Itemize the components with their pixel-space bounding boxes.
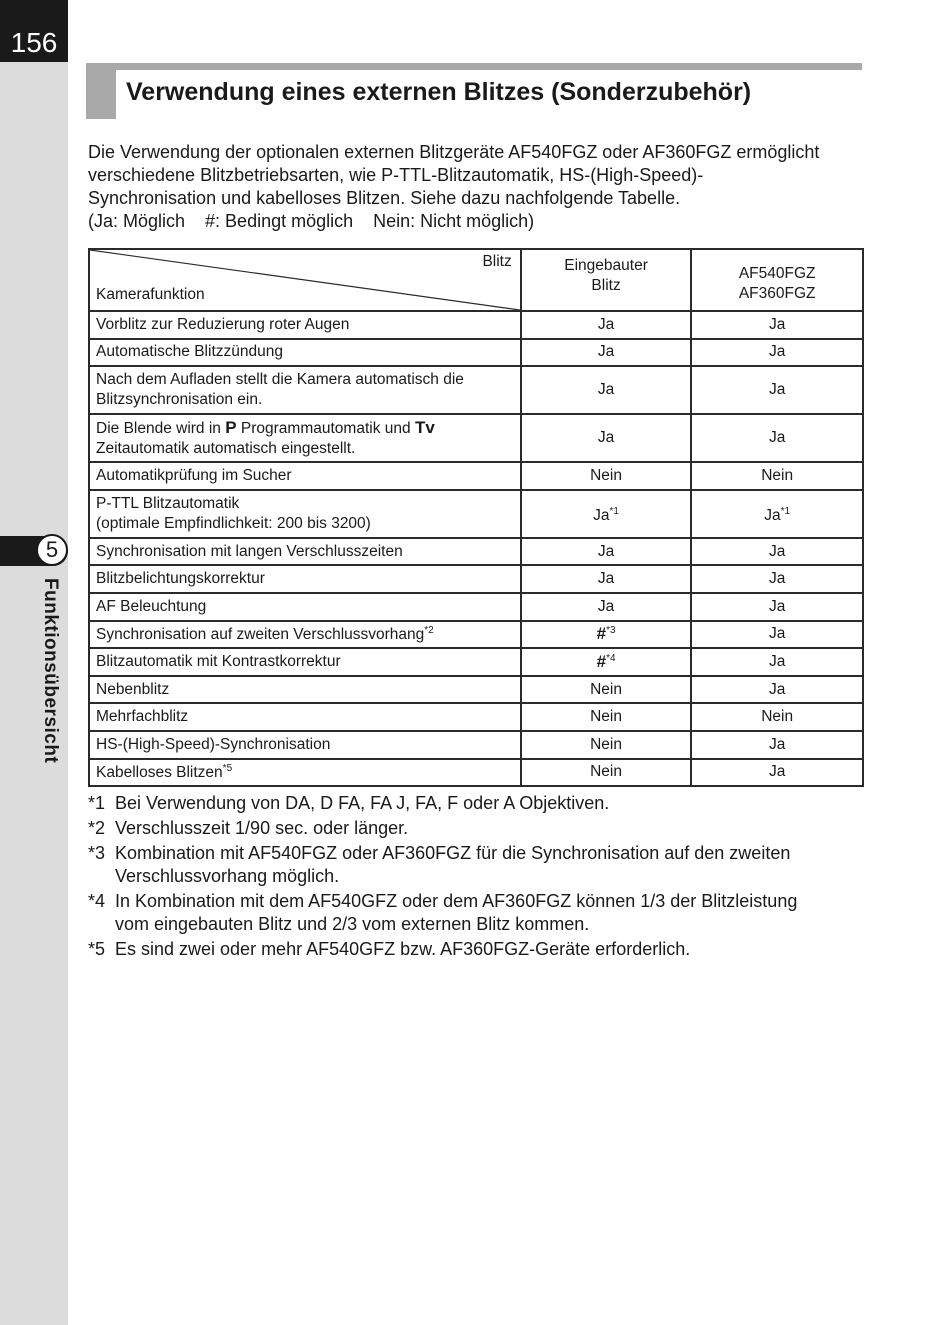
table-row — [89, 339, 863, 367]
built-in-flash-cell — [521, 731, 692, 759]
table-row — [89, 731, 863, 759]
built-in-flash-cell — [521, 490, 692, 538]
built-in-flash-cell — [521, 538, 692, 566]
table-row — [89, 621, 863, 649]
intro-line: Die Verwendung der optionalen externen Blitzgeräte AF540FGZ oder AF360FGZ ermöglicht — [88, 142, 820, 162]
table-row — [89, 311, 863, 339]
function-cell — [89, 593, 521, 621]
table-row — [89, 565, 863, 593]
footnote-line: vom eingebauten Blitz und 2/3 vom externen Blitz kommen. — [115, 914, 590, 934]
external-flash-cell — [691, 490, 863, 538]
footnote-ref: *5 — [222, 762, 233, 774]
function-text: Kabelloses Blitzen — [96, 763, 223, 781]
header-diagonal-cell — [89, 249, 521, 311]
footnote-mark: *3 — [88, 843, 106, 863]
footnote-mark: *4 — [88, 891, 106, 911]
function-text: Nach dem Aufladen stellt die Kamera automatisch die — [96, 371, 464, 389]
built-in-flash-cell — [521, 339, 692, 367]
intro-legend: (Ja: Möglich #: Bedingt möglich Nein: Nicht möglich) — [88, 211, 535, 231]
built-in-flash-cell — [521, 414, 692, 462]
table-row — [89, 648, 863, 676]
availability-value: Nein — [761, 466, 794, 484]
availability-value: Ja — [769, 735, 786, 753]
function-cell — [89, 703, 521, 731]
built-in-flash-cell — [521, 366, 692, 414]
function-cell — [89, 538, 521, 566]
footnote-ref: *2 — [424, 624, 434, 636]
footnotes — [88, 792, 868, 963]
intro-text — [88, 141, 868, 233]
built-in-flash-cell — [521, 565, 692, 593]
external-flash-cell — [691, 676, 863, 704]
built-in-flash-cell — [521, 593, 692, 621]
footnote-ref: *4 — [606, 652, 616, 664]
availability-value: Ja — [597, 343, 615, 361]
table-row — [89, 593, 863, 621]
header-col1-line: Eingebauter — [564, 257, 648, 274]
header-col1-line: Blitz — [591, 277, 621, 294]
function-text: AF Beleuchtung — [96, 597, 207, 615]
availability-value: Nein — [590, 466, 622, 484]
availability-value: Nein — [590, 708, 622, 726]
footnote-ref: *1 — [609, 505, 619, 517]
footnote — [88, 938, 868, 961]
availability-value: Ja — [597, 381, 615, 399]
availability-value: Ja — [769, 542, 786, 560]
title-block — [86, 63, 116, 119]
built-in-flash-cell — [521, 676, 692, 704]
function-text: Zeitautomatik automatisch eingestellt. — [96, 439, 356, 457]
function-text: Automatikprüfung im Sucher — [96, 466, 292, 484]
availability-value: Nein — [761, 708, 794, 726]
built-in-flash-cell — [521, 462, 692, 490]
availability-value: Ja — [769, 343, 786, 361]
table-row — [89, 490, 863, 538]
function-cell — [89, 414, 521, 462]
availability-value: Ja — [769, 763, 786, 781]
footnote — [88, 817, 868, 840]
function-cell — [89, 621, 521, 649]
function-text: HS-(High-Speed)-Synchronisation — [96, 735, 331, 753]
table-row — [89, 703, 863, 731]
function-text: Blitzsynchronisation ein. — [96, 391, 263, 409]
external-flash-cell — [691, 703, 863, 731]
availability-value: Ja — [764, 506, 781, 524]
availability-value: Ja — [769, 625, 786, 643]
header-blitz: Blitz — [482, 253, 512, 270]
availability-value: Ja — [597, 597, 615, 615]
built-in-flash-cell — [521, 703, 692, 731]
footnote-text — [115, 842, 868, 888]
function-cell — [89, 490, 521, 538]
footnote-line: In Kombination mit dem AF540GFZ oder dem AF360FGZ können 1/3 der Blitzleistung — [115, 891, 798, 911]
table-row — [89, 538, 863, 566]
function-cell — [89, 731, 521, 759]
external-flash-cell — [691, 538, 863, 566]
external-flash-cell — [691, 311, 863, 339]
availability-value: Nein — [590, 763, 622, 781]
availability-value: Ja — [597, 429, 615, 447]
external-flash-cell — [691, 414, 863, 462]
function-text: Mehrfachblitz — [96, 708, 189, 726]
availability-value: Ja — [597, 315, 615, 333]
external-flash-cell — [691, 565, 863, 593]
title-bar — [86, 63, 862, 70]
function-cell — [89, 676, 521, 704]
footnote-line: Es sind zwei oder mehr AF540GFZ bzw. AF360FGZ-Geräte erforderlich. — [115, 939, 691, 959]
function-cell — [89, 759, 521, 787]
header-eingebauter-blitz — [521, 249, 692, 311]
built-in-flash-cell — [521, 311, 692, 339]
availability-value: Ja — [769, 315, 786, 333]
footnote-line: Kombination mit AF540FGZ oder AF360FGZ für die Synchronisation auf den zweiten — [115, 843, 791, 863]
footnote-line: Verschlussvorhang möglich. — [115, 866, 340, 886]
external-flash-cell — [691, 339, 863, 367]
function-cell — [89, 311, 521, 339]
footnote-ref: *3 — [606, 625, 616, 637]
availability-value: # — [596, 651, 607, 671]
availability-value: Nein — [590, 735, 622, 753]
intro-line: Synchronisation und kabelloses Blitzen. Siehe dazu nachfolgende Tabelle. — [88, 188, 681, 208]
availability-value: Ja — [769, 652, 786, 670]
availability-value: Ja — [593, 506, 610, 524]
table-row — [89, 676, 863, 704]
tv-mode-icon: Tv — [414, 417, 435, 437]
availability-value: Ja — [769, 680, 786, 698]
footnote-mark: *2 — [88, 818, 106, 838]
table-row — [89, 414, 863, 462]
table-row — [89, 366, 863, 414]
function-cell — [89, 648, 521, 676]
external-flash-cell — [691, 731, 863, 759]
external-flash-cell — [691, 462, 863, 490]
function-cell — [89, 339, 521, 367]
built-in-flash-cell — [521, 648, 692, 676]
header-col2-line: AF360FGZ — [738, 285, 816, 302]
table-row — [89, 759, 863, 787]
availability-value: Ja — [769, 429, 786, 447]
function-text: Nebenblitz — [96, 680, 170, 698]
availability-value: Ja — [769, 381, 786, 399]
function-text: Automatische Blitzzündung — [96, 343, 283, 361]
function-text: Die Blende wird in — [96, 419, 221, 437]
external-flash-cell — [691, 759, 863, 787]
flash-function-table — [88, 248, 864, 787]
external-flash-cell — [691, 648, 863, 676]
function-text: P-TTL Blitzautomatik — [96, 494, 240, 512]
footnote-mark: *5 — [88, 939, 106, 959]
footnote-line: Verschlusszeit 1/90 sec. oder länger. — [115, 818, 409, 838]
function-text: (optimale Empfindlichkeit: 200 bis 3200) — [96, 514, 371, 532]
availability-value: Ja — [597, 570, 615, 588]
program-mode-icon: P — [225, 417, 237, 437]
footnote-mark: *1 — [88, 793, 106, 813]
header-af540fgz-af360fgz — [691, 249, 863, 311]
page-number: 156 — [10, 27, 58, 58]
function-text: Synchronisation auf zweiten Verschlussvorhang — [96, 625, 425, 643]
footnote-ref: *1 — [780, 505, 791, 517]
availability-value: Ja — [769, 597, 786, 615]
function-text: Blitzautomatik mit Kontrastkorrektur — [96, 652, 341, 670]
built-in-flash-cell — [521, 621, 692, 649]
footnote-line: Bei Verwendung von DA, D FA, FA J, FA, F oder A Objektiven. — [115, 793, 610, 813]
footnote-text — [115, 817, 868, 840]
availability-value: # — [596, 624, 607, 644]
footnote — [88, 792, 868, 815]
page-title: Verwendung eines externen Blitzes (Sonderzubehör) — [126, 78, 752, 106]
table-header-row — [89, 249, 863, 311]
chapter-number: 5 — [36, 534, 68, 566]
availability-value: Ja — [769, 570, 786, 588]
external-flash-cell — [691, 593, 863, 621]
built-in-flash-cell — [521, 759, 692, 787]
intro-line: verschiedene Blitzbetriebsarten, wie P-TTL-Blitzautomatik, HS-(High-Speed)- — [88, 165, 704, 185]
header-col2-line: AF540FGZ — [738, 265, 816, 282]
header-kamerafunktion: Kamerafunktion — [96, 286, 205, 303]
footnote — [88, 842, 868, 888]
footnote-text — [115, 938, 868, 961]
footnote-text — [115, 890, 868, 936]
footnote — [88, 890, 868, 936]
chapter-label: Funktionsübersicht — [40, 578, 61, 764]
availability-value: Ja — [597, 542, 615, 560]
function-text: Synchronisation mit langen Verschlusszeiten — [96, 542, 403, 560]
table-row — [89, 462, 863, 490]
function-text: Blitzbelichtungskorrektur — [96, 570, 265, 588]
function-cell — [89, 462, 521, 490]
function-text: Vorblitz zur Reduzierung roter Augen — [96, 315, 350, 333]
external-flash-cell — [691, 366, 863, 414]
function-cell — [89, 565, 521, 593]
function-cell — [89, 366, 521, 414]
footnote-text — [115, 792, 868, 815]
function-text: Programmautomatik und — [240, 419, 411, 437]
availability-value: Nein — [590, 680, 622, 698]
external-flash-cell — [691, 621, 863, 649]
